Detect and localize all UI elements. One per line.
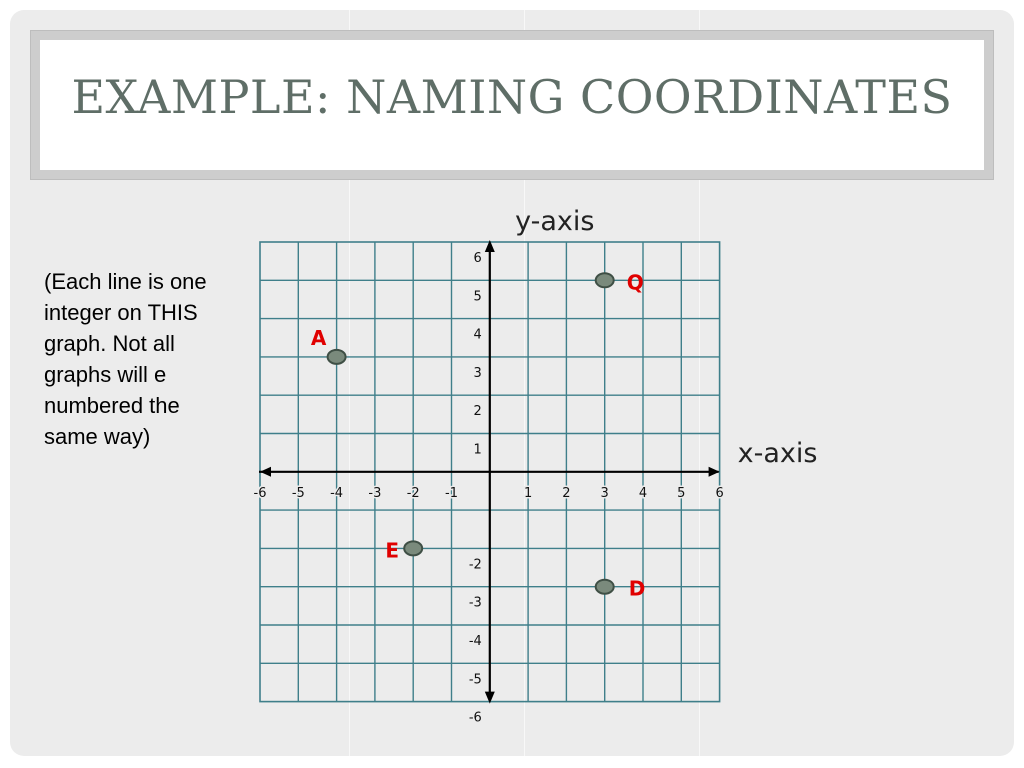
y-tick-label: 6 — [473, 251, 482, 266]
point-a-label: A — [310, 325, 327, 350]
point-a-marker — [328, 350, 346, 364]
x-tick-label: -2 — [406, 485, 420, 501]
x-tick-label: -5 — [291, 485, 305, 501]
x-tick-label: -4 — [330, 485, 344, 501]
x-tick-label: -3 — [368, 485, 382, 501]
point-e-marker — [404, 541, 422, 555]
x-axis-label: x-axis — [737, 437, 818, 469]
y-tick-label: 2 — [473, 404, 482, 420]
y-axis-label: y-axis — [515, 208, 595, 237]
point-d-label: D — [628, 576, 646, 601]
x-tick-label: 2 — [562, 485, 571, 501]
note-text: (Each line is one integer on THIS graph. Not all graphs will e numbered the same way) — [44, 269, 207, 449]
coordinate-graph — [250, 208, 850, 728]
point-d-marker — [596, 580, 614, 594]
y-tick-label: -6 — [468, 710, 482, 726]
point-q-marker — [596, 273, 614, 287]
point-e-label: E — [385, 538, 400, 563]
x-axis-arrow-right — [709, 467, 720, 477]
y-tick-label: 4 — [473, 327, 482, 343]
x-tick-label: -6 — [253, 485, 267, 501]
title-box — [40, 40, 984, 170]
point-q-label: Q — [626, 270, 644, 295]
x-tick-label: 6 — [715, 485, 724, 501]
y-tick-label: -3 — [468, 595, 482, 611]
x-tick-label: 3 — [600, 485, 609, 501]
y-tick-label: -2 — [468, 557, 482, 573]
y-tick-label: 1 — [473, 442, 482, 458]
title-frame — [30, 30, 994, 180]
page-title: EXAMPLE: NAMING COORDINATES — [71, 70, 953, 124]
x-tick-label: 1 — [523, 485, 533, 501]
x-tick-label: 4 — [638, 485, 648, 501]
x-tick-label: -1 — [445, 485, 458, 501]
x-axis-arrow-left — [260, 467, 271, 477]
y-tick-label: 5 — [473, 289, 482, 305]
x-tick-label: 5 — [677, 485, 686, 501]
y-tick-label: 3 — [473, 365, 482, 381]
y-tick-label: -5 — [468, 672, 482, 688]
y-tick-label: -4 — [468, 634, 482, 649]
slide-background — [10, 10, 1014, 756]
